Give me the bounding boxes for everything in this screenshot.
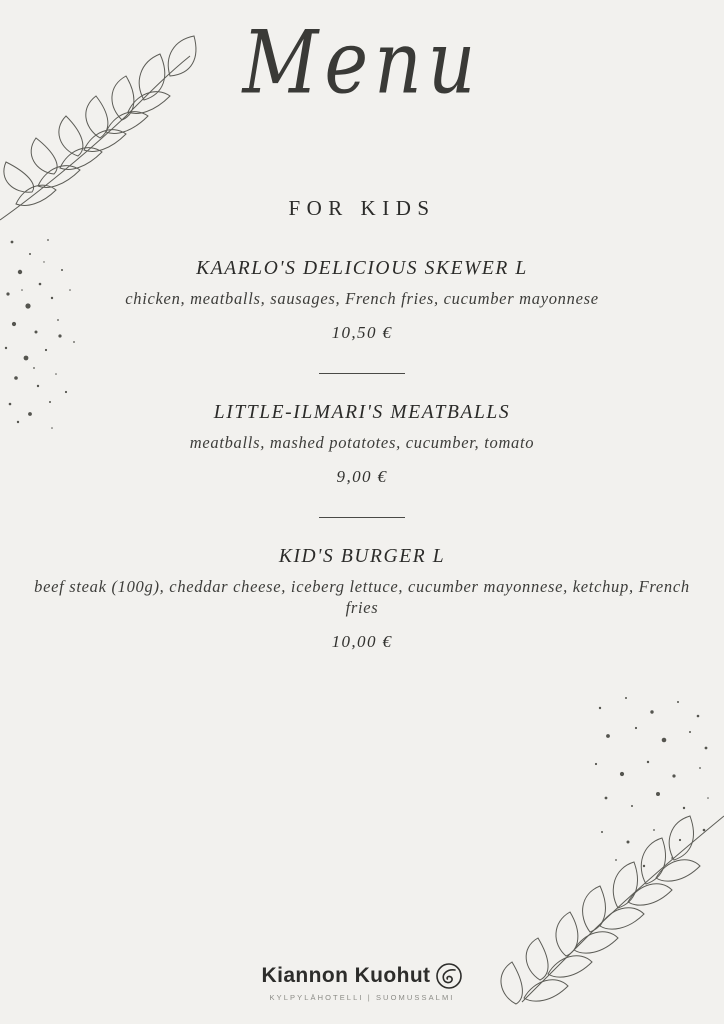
brand-logo <box>0 963 724 1002</box>
brand-name: Kiannon Kuohut <box>261 964 431 987</box>
menu-item <box>0 402 724 487</box>
menu-items-list <box>0 258 724 652</box>
menu-item-description: beef steak (100g), cheddar cheese, iceberg lettuce, cucumber mayonnese, ketchup, French fries <box>34 577 690 618</box>
menu-item-name: KAARLO'S DELICIOUS SKEWER L <box>196 258 528 279</box>
menu-item-price: 9,00 € <box>336 467 388 487</box>
section-heading: FOR KIDS <box>288 196 436 220</box>
page-title: Menu <box>242 12 482 114</box>
menu-item-description: chicken, meatballs, sausages, French fries, cucumber mayonnese <box>125 289 599 308</box>
brand-tagline: KYLPYLÄHOTELLI | SUOMUSSALMI <box>269 993 455 1002</box>
item-divider <box>319 373 405 374</box>
menu-item <box>0 258 724 343</box>
logo-row <box>262 963 463 989</box>
menu-item-name: LITTLE-ILMARI'S MEATBALLS <box>213 402 511 424</box>
menu-item-name: KID'S BURGER L <box>278 546 446 568</box>
menu-item-price: 10,00 € <box>331 632 393 652</box>
menu-item-price: 10,50 € <box>331 323 393 343</box>
ink-speckle-illustration <box>586 690 716 870</box>
menu-item-description: meatballs, mashed potatotes, cucumber, tomato <box>189 433 535 453</box>
spiral-wave-icon <box>436 963 462 989</box>
menu-item <box>0 546 724 652</box>
item-divider <box>319 517 405 518</box>
